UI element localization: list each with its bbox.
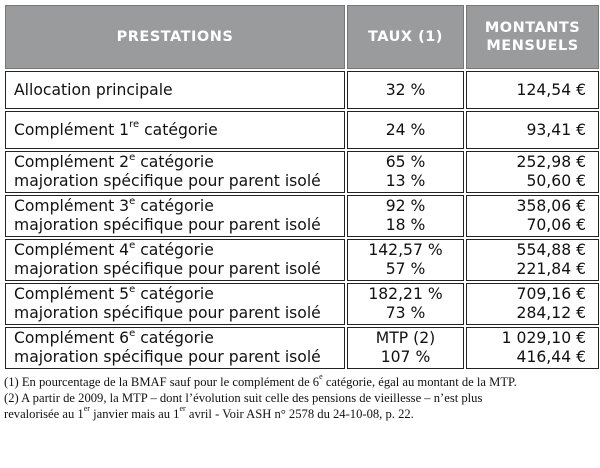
row-rate: 182,21 % 73 %: [347, 283, 464, 325]
row-label: Complément 1re catégorie: [5, 111, 345, 149]
row-amount: 124,54 €: [466, 71, 599, 109]
row-amount: 1 029,10 € 416,44 €: [466, 327, 599, 369]
row-rate: 142,57 % 57 %: [347, 239, 464, 281]
row-label-majoration: majoration spécifique pour parent isolé: [14, 260, 321, 278]
row-label: Complément 6e catégorie majoration spécifique pour parent isolé: [5, 327, 345, 369]
row-rate: 24 %: [347, 111, 464, 149]
row-amount: 554,88 € 221,84 €: [466, 239, 599, 281]
row-label-majoration: majoration spécifique pour parent isolé: [14, 304, 321, 322]
row-rate: MTP (2) 107 %: [347, 327, 464, 369]
row-amount: 93,41 €: [466, 111, 599, 149]
table-row: [5, 195, 599, 237]
header-prestations: PRESTATIONS: [5, 5, 345, 69]
row-rate: 92 % 18 %: [347, 195, 464, 237]
row-label: Allocation principale: [5, 71, 345, 109]
row-label: Complément 5e catégorie majoration spécifique pour parent isolé: [5, 283, 345, 325]
footnotes: [3, 371, 597, 422]
row-label: Complément 4e catégorie majoration spécifique pour parent isolé: [5, 239, 345, 281]
table-header-row: [5, 5, 599, 69]
table-row: [5, 151, 599, 193]
row-rate: 32 %: [347, 71, 464, 109]
row-label-majoration: majoration spécifique pour parent isolé: [14, 172, 321, 190]
footnote-2-line1: (2) A partir de 2009, la MTP – dont l’évolution suit celle des pensions de vieillesse – n’est plus: [4, 391, 483, 405]
row-amount: 252,98 € 50,60 €: [466, 151, 599, 193]
header-taux: TAUX (1): [347, 5, 464, 69]
footnote-2-line2: revalorisée au 1er janvier mais au 1er avril - Voir ASH n° 2578 du 24-10-08, p. 22.: [4, 403, 414, 421]
footnote-1: (1) En pourcentage de la BMAF sauf pour le complément de 6e catégorie, égal au montant de la MTP.: [4, 371, 517, 389]
table-row: [5, 239, 599, 281]
header-montants: [466, 5, 599, 69]
header-montants-line2: MENSUELS: [486, 38, 579, 54]
benefits-table-container: [3, 3, 597, 422]
row-label: Complément 2e catégorie majoration spécifique pour parent isolé: [5, 151, 345, 193]
table-row: [5, 283, 599, 325]
benefits-table: [3, 3, 600, 371]
row-label-majoration: majoration spécifique pour parent isolé: [14, 348, 321, 366]
row-amount: 709,16 € 284,12 €: [466, 283, 599, 325]
table-row: [5, 111, 599, 149]
header-montants-line1: MONTANTS: [484, 20, 581, 36]
table-row: [5, 71, 599, 109]
row-rate: 65 % 13 %: [347, 151, 464, 193]
table-row: [5, 327, 599, 369]
row-label-majoration: majoration spécifique pour parent isolé: [14, 216, 321, 234]
row-amount: 358,06 € 70,06 €: [466, 195, 599, 237]
row-label: Complément 3e catégorie majoration spécifique pour parent isolé: [5, 195, 345, 237]
